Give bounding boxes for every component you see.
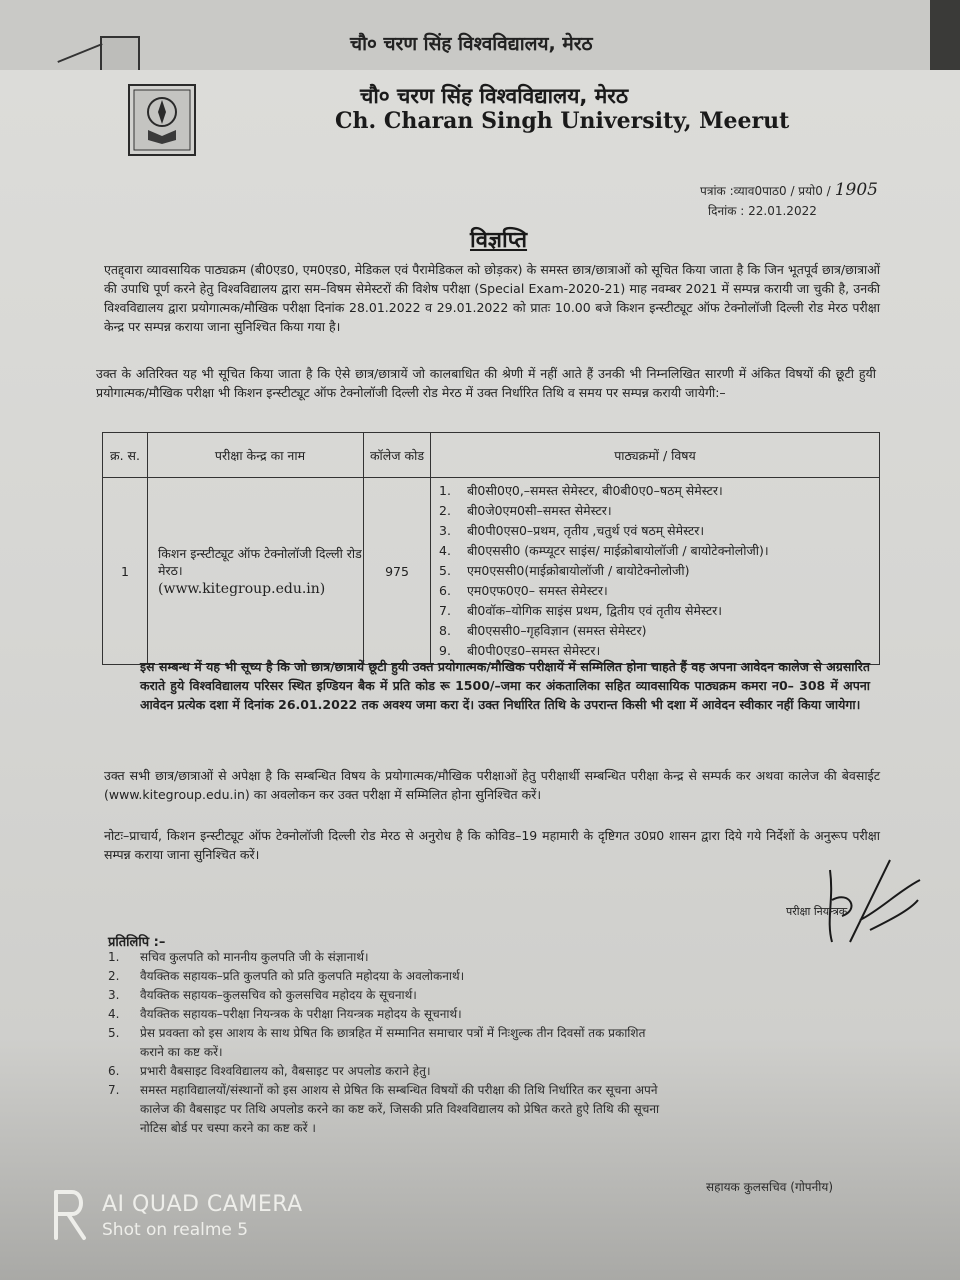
header-center: परीक्षा केन्द्र का नाम xyxy=(148,433,364,478)
reference-number xyxy=(700,180,878,200)
list-item: 3. बी0पी0एस0–प्रथम, तृतीय ,चतुर्थ एवं षठम् सेमेस्टर। xyxy=(439,523,705,538)
paragraph-intro: एतद्द्वारा व्यावसायिक पाठ्यक्रम (बी0एड0, एम0एड0, मेडिकल एवं पैरामेडिकल को छोड़कर) के समस्त छात्र/छात्राओं को सूचित किया जाता है कि जिन भूतपूर्व छात्र/छात्राओं की उपाधि पूर्ण करने हेतु विश्वविद्यालय द्वारा सम–विषम सेमेस्टरों की विशेष परीक्षा (Special Exam-2020-21) माह नवम्बर 2021 में सम्पन्न करायी जा चुकी है, उनकी विश्वविद्यालय द्वारा प्रयोगात्मक/मौखिक परीक्षा दिनांक 28.01.2022 व 29.01.2022 को प्रातः 10.00 बजे किशन इन्स्टीट्यूट ऑफ टेक्नोलॉजी दिल्ली रोड मेरठ परीक्षा केन्द्र पर सम्पन्न कराया जाना सुनिश्चित किया गया है। xyxy=(104,262,880,334)
realme-logo-icon xyxy=(50,1188,90,1242)
paragraph-application: इस सम्बन्ध में यह भी सूच्य है कि जो छात्र/छात्रायें छूटी हुयी उक्त प्रयोगात्मक/मौखिक परीक्षायें में सम्मिलित होना चाहते हैं वह अपना आवेदन कालेज से अग्रसारित कराते हुये विश्वविद्यालय परिसर स्थित इण्डियन बैक में प्रति कोड रू 1500/–जमा कर अंकतालिका सहित व्यावसायिक पाठ्यक्रम कमरा न0– 308 में अपना आवेदन प्रत्येक दशा में दिनांक 26.01.2022 तक अवश्य जमा करा दें। उक्त निर्धारित तिथि के उपरान्त किसी भी दशा में आवेदन स्वीकार नहीं किया जायेगा। xyxy=(140,659,870,712)
watermark-camera-text: AI QUAD CAMERA xyxy=(102,1192,303,1217)
notice-title: विज्ञप्ति xyxy=(470,228,528,253)
back-page-logo xyxy=(100,36,140,74)
cell-courses xyxy=(431,478,880,665)
assistant-registrar-label: सहायक कुलसचिव (गोपनीय) xyxy=(706,1180,834,1194)
header-serial: क्र. स. xyxy=(103,433,148,478)
list-item: 9. बी0पी0एड0–समस्त सेमेस्टर। xyxy=(439,643,601,658)
list-item: 2. वैयक्तिक सहायक–प्रति कुलपति को प्रति कुलपति महोदया के अवलोकनार्थ। xyxy=(108,969,465,983)
list-item: 6. एम0एफ0ए0– समस्त सेमेस्टर। xyxy=(439,583,608,598)
watermark-shot-text: Shot on realme 5 xyxy=(102,1220,249,1240)
list-item: 4. बी0एससी0 (कम्प्यूटर साइंस/ माईक्रोबायोलॉजी / बायोटेक्नोलोजी)। xyxy=(439,543,769,558)
reference-handwritten-number: 1905 xyxy=(834,180,878,200)
copy-to-title: प्रतिलिपि :– xyxy=(108,935,166,950)
signature-label: परीक्षा नियन्त्रक xyxy=(786,905,848,918)
cell-serial: 1 xyxy=(103,478,148,665)
list-item: 8. बी0एससी0–गृहविज्ञान (समस्त सेमेस्टर) xyxy=(439,623,647,638)
notice-date: दिनांक : 22.01.2022 xyxy=(708,204,817,218)
header-college-code: कॉलेज कोड xyxy=(364,433,431,478)
list-item: 4. वैयक्तिक सहायक–परीक्षा नियन्त्रक के परीक्षा नियन्त्रक महोदय के सूचनार्थ। xyxy=(108,1007,462,1021)
university-name-hindi: चौ० चरण सिंह विश्वविद्यालय, मेरठ xyxy=(360,84,629,108)
list-item: 5. प्रेस प्रवक्ता को इस आशय के साथ प्रेषित कि छात्रहित में सम्मानित समाचार पत्रों में निःशुल्क तीन दिवसों तक प्रकाशित कराने का कष्ट करें। xyxy=(108,1026,646,1059)
course-table xyxy=(102,432,880,665)
reference-label: पत्रांक :व्याव0पाठ0 / प्रयो0 / xyxy=(700,184,831,198)
list-item: 5. एम0एससी0(माईक्रोबायोलॉजी / बायोटेक्नोलोजी) xyxy=(439,563,690,578)
university-logo xyxy=(128,84,196,156)
signature-scrawl xyxy=(790,850,930,950)
center-name: किशन इन्स्टीट्यूट ऑफ टेक्नोलॉजी दिल्ली रोड मेरठ। xyxy=(158,546,362,578)
list-item: 1. बी0सी0ए0,–समस्त सेमेस्टर, बी0बी0ए0–षठम् सेमेस्टर। xyxy=(439,483,723,498)
list-item: 2. बी0जे0एम0सी–समस्त सेमेस्टर। xyxy=(439,503,612,518)
table-header-row xyxy=(103,433,880,478)
list-item: 1. सचिव कुलपति को माननीय कुलपति जी के संज्ञानार्थ। xyxy=(108,950,369,964)
course-list xyxy=(437,479,878,663)
pen-mark xyxy=(57,43,102,63)
list-item: 6. प्रभारी वैबसाइट विश्वविद्यालय को, वैबसाइट पर अपलोड कराने हेतु। xyxy=(108,1064,431,1078)
list-item: 7. बी0वॉक–योगिक साइंस प्रथम, द्वितीय एवं तृतीय सेमेस्टर। xyxy=(439,603,722,618)
paragraph-contact: उक्त सभी छात्र/छात्राओं से अपेक्षा है कि सम्बन्धित विषय के प्रयोगात्मक/मौखिक परीक्षाओं हेतु परीक्षार्थी सम्बन्धित परीक्षा केन्द्र से सम्पर्क कर अथवा कालेज की बेवसाईट (www.kitegroup.edu.in) का अवलोकन कर उक्त परीक्षा में सम्मिलित होना सुनिश्चित करें। xyxy=(104,768,880,802)
cell-college-code: 975 xyxy=(364,478,431,665)
table-row xyxy=(103,478,880,665)
university-name-english: Ch. Charan Singh University, Meerut xyxy=(335,108,790,134)
cell-center xyxy=(148,478,364,665)
back-page-title: चौ० चरण सिंह विश्वविद्यालय, मेरठ xyxy=(350,33,593,55)
center-url: (www.kitegroup.edu.in) xyxy=(158,581,326,597)
copy-to-list xyxy=(104,948,664,1138)
paragraph-additional: उक्त के अतिरिक्त यह भी सूचित किया जाता है कि ऐसे छात्र/छात्रायें जो कालबाधित की श्रेणी में नहीं आते हैं उनकी भी निम्नलिखित सारणी में अंकित विषयों की छूटी हुयी प्रयोगात्मक/मौखिक परीक्षा भी किशन इन्स्टीट्यूट ऑफ टेक्नोलॉजी दिल्ली रोड मेरठ में उक्त निर्धारित तिथि व समय पर सम्पन्न करायी जायेगी:– xyxy=(96,366,876,400)
header-courses: पाठ्यक्रमों / विषय xyxy=(431,433,880,478)
list-item: 7. समस्त महाविद्यालयों/संस्थानों को इस आशय से प्रेषित कि सम्बन्धित विषयों की परीक्षा की तिथि निर्धारित कर सूचना अपने कालेज की वैबसाइट पर तिथि अपलोड करने का कष्ट करें, जिसकी प्रति विश्वविद्यालय को प्रेषित करते हुऐ तिथि की सूचना नोटिस बोर्ड पर चस्पा करने का कष्ट करें । xyxy=(108,1083,660,1135)
paragraph-note: नोटः–प्राचार्य, किशन इन्स्टीट्यूट ऑफ टेक्नोलॉजी दिल्ली रोड मेरठ से अनुरोध है कि कोविड–19 महामारी के दृष्टिगत उ0प्र0 शासन द्वारा दिये गये निर्देशों के अनुरूप परीक्षा सम्पन्न कराया जाना सुनिश्चित करें। xyxy=(104,828,880,862)
list-item: 3. वैयक्तिक सहायक–कुलसचिव को कुलसचिव महोदय के सूचनार्थ। xyxy=(108,988,417,1002)
